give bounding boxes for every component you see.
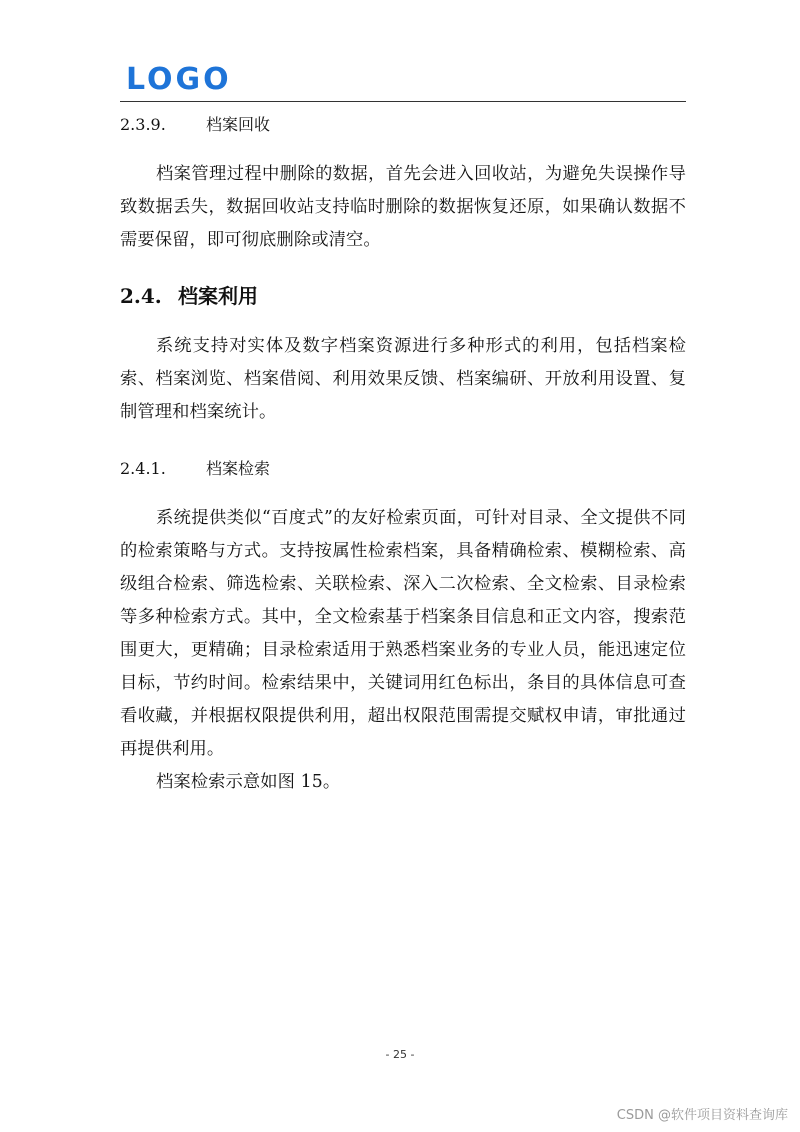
- section-number: 2.4.1.: [120, 459, 166, 478]
- section-number: 2.3.9.: [120, 115, 166, 134]
- section-heading-2-4-1: [120, 454, 686, 484]
- paragraph-figure-ref: 档案检索示意如图 15。: [156, 772, 341, 792]
- paragraph-utilization: 系统支持对实体及数字档案资源进行多种形式的利用，包括档案检索、档案浏览、档案借阅、利用效果反馈、档案编研、开放利用设置、复制管理和档案统计。: [120, 336, 686, 422]
- watermark: CSDN @软件项目资料查询库: [616, 1108, 788, 1123]
- logo: LOGO: [126, 62, 232, 97]
- paragraph-recycle: 档案管理过程中删除的数据，首先会进入回收站，为避免失误操作导致数据丢失，数据回收站支持临时删除的数据恢复还原，如果确认数据不需要保留，即可彻底删除或清空。: [120, 164, 686, 250]
- section-number: 2.4.: [120, 284, 162, 308]
- header-divider: [120, 101, 686, 102]
- document-body: [120, 108, 686, 799]
- page-number: - 25 -: [385, 1048, 415, 1061]
- section-title: 档案利用: [178, 284, 258, 308]
- paragraph-search: 系统提供类似“百度式”的友好检索页面，可针对目录、全文提供不同的检索策略与方式。支持按属性检索档案，具备精确检索、模糊检索、高级组合检索、筛选检索、关联检索、深入二次检索、全文检索、目录检索等多种检索方式。其中，全文检索基于档案条目信息和正文内容，搜索范围更大，更精确；目录检索适用于熟悉档案业务的专业人员，能迅速定位目标，节约时间。检索结果中，关键词用红色标出，条目的具体信息可查看收藏，并根据权限提供利用，超出权限范围需提交赋权申请，审批通过再提供利用。: [120, 508, 686, 759]
- section-heading-2-4: [120, 281, 686, 311]
- section-title: 档案检索: [206, 459, 271, 478]
- section-heading-2-3-9: [120, 110, 686, 140]
- section-title: 档案回收: [206, 115, 271, 134]
